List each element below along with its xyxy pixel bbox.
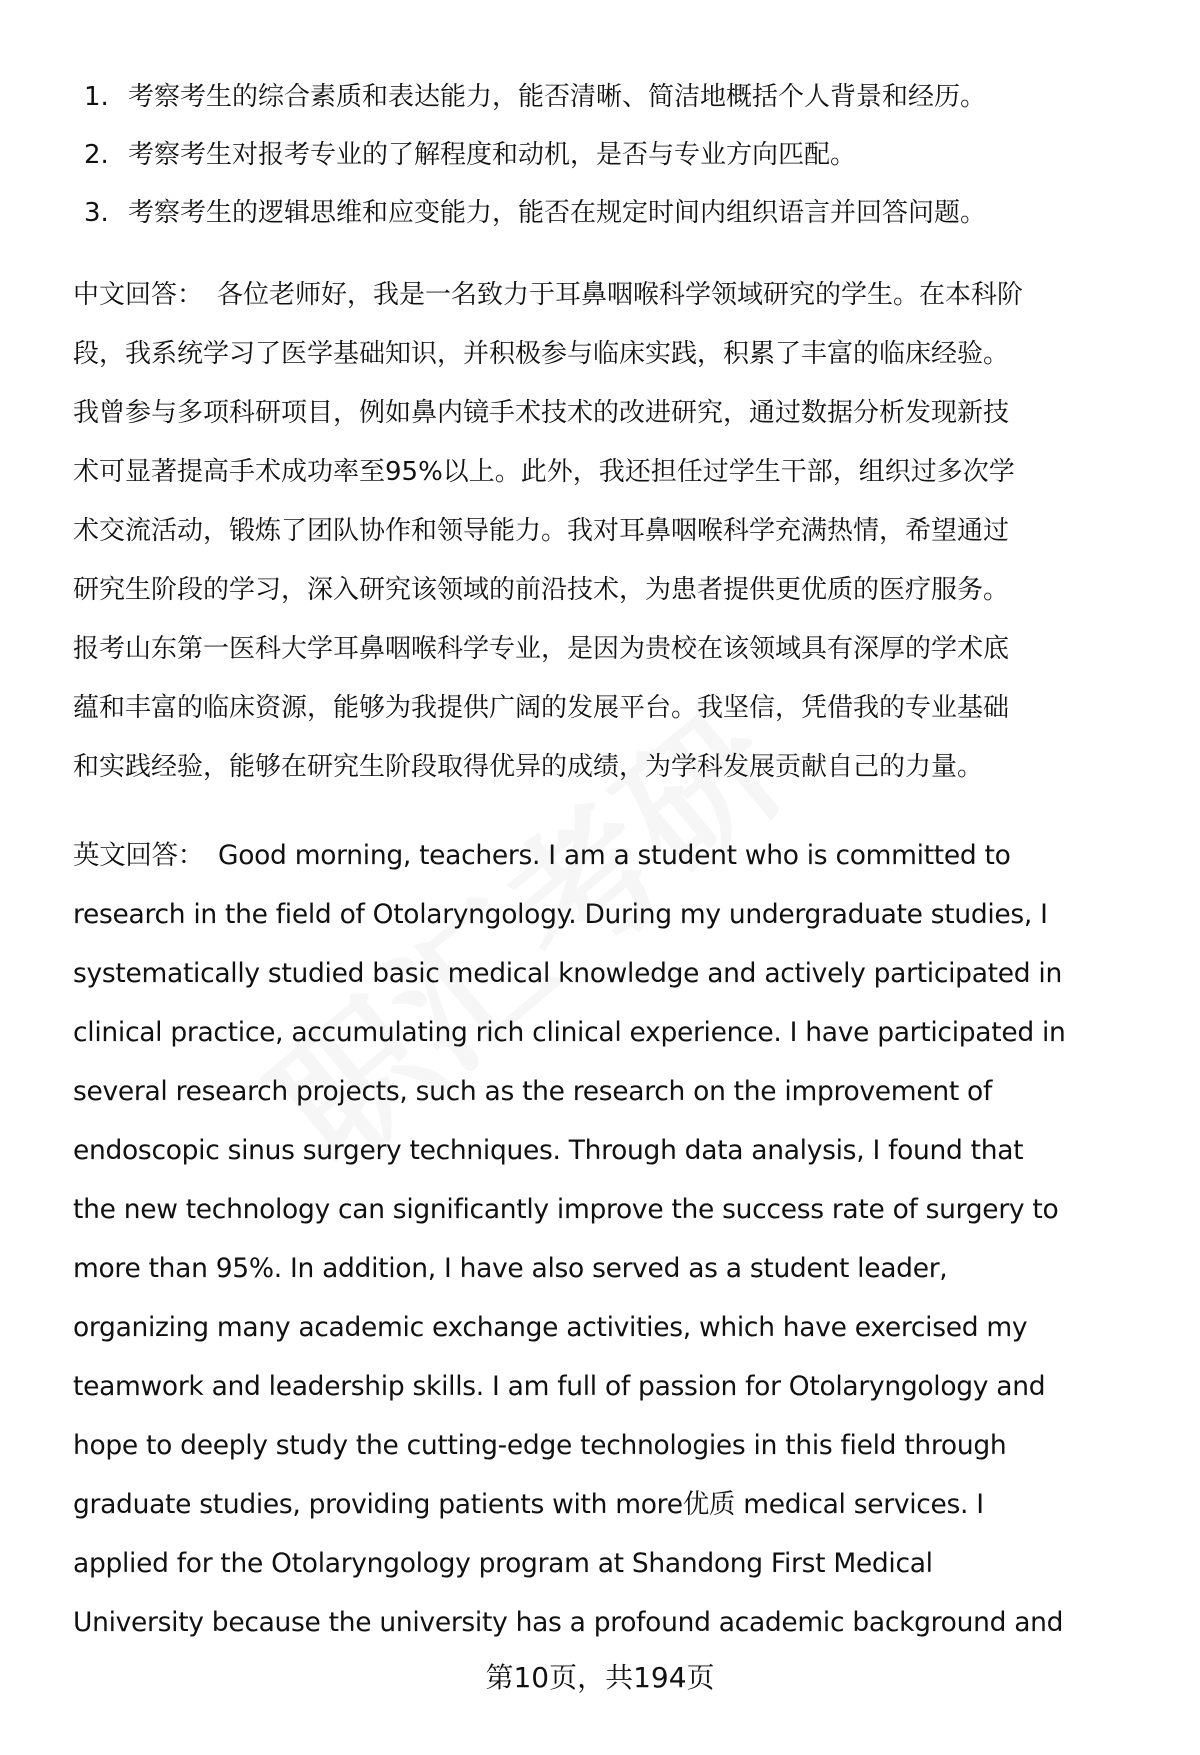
- paragraph-line: [73, 1357, 1153, 1416]
- line-text: applied for the Otolaryngology program at Shandong First Medical: [73, 1548, 933, 1579]
- line-text: several research projects, such as the research on the improvement of: [73, 1076, 992, 1107]
- line-text: 我曾参与多项科研项目，例如鼻内镜手术技术的改进研究，通过数据分析发现新技: [73, 398, 1010, 428]
- paragraph-line: [73, 620, 1153, 679]
- line-text: 术可显著提高手术成功率至95%以上。此外，我还担任过学生干部，组织过多次学: [73, 457, 1015, 487]
- paragraph-line: [73, 1475, 1153, 1534]
- paragraph-line: [73, 443, 1153, 502]
- line-text: 各位老师好，我是一名致力于耳鼻咽喉科学领域研究的学生。在本科阶: [217, 280, 1024, 310]
- english-answer: [73, 826, 1153, 1652]
- paragraph-line: [73, 502, 1153, 561]
- page-indicator: 第10页，共194页: [485, 1661, 715, 1694]
- paragraph-line: [73, 1062, 1153, 1121]
- paragraph-line: [73, 826, 1153, 885]
- line-text: Good morning, teachers. I am a student who is committed to: [218, 840, 1011, 871]
- answer-label: 英文回答：: [73, 840, 204, 871]
- criteria-item: 2. 考察考生对报考专业的了解程度和动机，是否与专业方向匹配。: [84, 140, 857, 170]
- paragraph-line: [73, 885, 1153, 944]
- chinese-answer: [73, 266, 1153, 797]
- line-text: teamwork and leadership skills. I am full of passion for Otolaryngology and: [73, 1371, 1046, 1402]
- line-text: 段，我系统学习了医学基础知识，并积极参与临床实践，积累了丰富的临床经验。: [73, 339, 1010, 369]
- line-text: systematically studied basic medical knowledge and actively participated in: [73, 958, 1062, 989]
- line-text: research in the field of Otolaryngology. During my undergraduate studies, I: [73, 899, 1048, 930]
- line-text: the new technology can significantly improve the success rate of surgery to: [73, 1194, 1059, 1225]
- paragraph-line: [73, 384, 1153, 443]
- criteria-list: [84, 68, 986, 242]
- paragraph-line: [73, 1298, 1153, 1357]
- paragraph-line: [73, 1593, 1153, 1652]
- criteria-item: 3. 考察考生的逻辑思维和应变能力，能否在规定时间内组织语言并回答问题。: [84, 198, 987, 228]
- paragraph-line: [73, 679, 1153, 738]
- paragraph-line: [73, 325, 1153, 384]
- line-text: endoscopic sinus surgery techniques. Through data analysis, I found that: [73, 1135, 1024, 1166]
- line-text: 报考山东第一医科大学耳鼻咽喉科学专业，是因为贵校在该领域具有深厚的学术底: [73, 634, 1010, 664]
- line-text: more than 95%. In addition, I have also served as a student leader,: [73, 1253, 948, 1284]
- paragraph-line: [73, 738, 1153, 797]
- line-text: 和实践经验，能够在研究生阶段取得优异的成绩，为学科发展贡献自己的力量。: [73, 752, 984, 782]
- paragraph-line: [73, 1180, 1153, 1239]
- paragraph-line: [73, 1003, 1153, 1062]
- answer-label: 中文回答：: [73, 280, 204, 310]
- paragraph-line: [73, 1121, 1153, 1180]
- paragraph-line: [73, 944, 1153, 1003]
- criteria-item: 1. 考察考生的综合素质和表达能力，能否清晰、简洁地概括个人背景和经历。: [84, 82, 987, 112]
- line-text: clinical practice, accumulating rich clinical experience. I have participated in: [73, 1017, 1066, 1048]
- paragraph-line: [73, 561, 1153, 620]
- paragraph-line: [73, 266, 1153, 325]
- line-text: organizing many academic exchange activities, which have exercised my: [73, 1312, 1028, 1343]
- line-text: graduate studies, providing patients with more优质 medical services. I: [73, 1489, 984, 1520]
- paragraph-line: [73, 1534, 1153, 1593]
- paragraph-line: [73, 1239, 1153, 1298]
- paragraph-line: [73, 1416, 1153, 1475]
- line-text: 研究生阶段的学习，深入研究该领域的前沿技术，为患者提供更优质的医疗服务。: [73, 575, 1010, 605]
- line-text: 术交流活动，锻炼了团队协作和领导能力。我对耳鼻咽喉科学充满热情，希望通过: [73, 516, 1010, 546]
- line-text: University because the university has a profound academic background and: [73, 1607, 1064, 1638]
- line-text: hope to deeply study the cutting-edge technologies in this field through: [73, 1430, 1007, 1461]
- line-text: 蕴和丰富的临床资源，能够为我提供广阔的发展平台。我坚信，凭借我的专业基础: [73, 693, 1010, 723]
